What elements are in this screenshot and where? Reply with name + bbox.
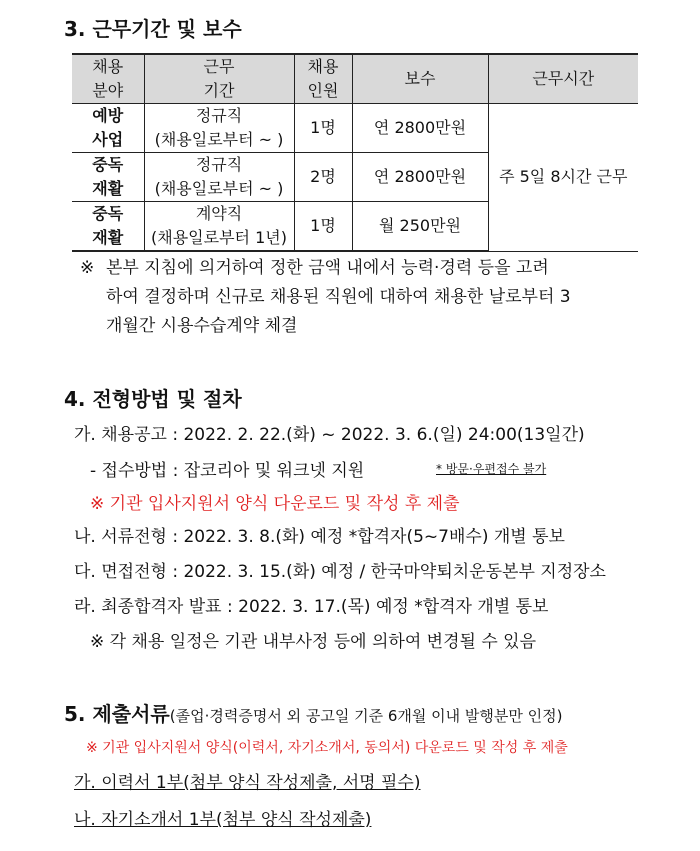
submission-red-note: ※ 기관 입사지원서 양식(이력서, 자기소개서, 동의서) 다운로드 및 작성 후 제출 [86,740,568,756]
row-pay: 연 2800만원 [352,153,488,202]
step-announcement: 가. 채용공고 : 2022. 2. 22.(화) ~ 2022. 3. 6.(일) 24:00(13일간) [74,425,585,445]
doc-resume: 가. 이력서 1부(첨부 양식 작성제출, 서명 필수) [74,773,421,793]
note-line: 개월간 시용수습계약 체결 [106,316,298,336]
download-notice: ※ 기관 입사지원서 양식 다운로드 및 작성 후 제출 [90,494,460,514]
row-period: 정규직 (채용일로부터 ~ ) [144,153,294,202]
header-pay: 보수 [352,54,488,104]
section-4-title: 4. 전형방법 및 절차 [64,387,242,411]
note-line: 하여 결정하며 신규로 채용된 직원에 대하여 채용한 날로부터 3 [106,287,571,307]
employment-table [72,53,638,252]
row-pay: 연 2800만원 [352,104,488,153]
step-receipt-method: - 접수방법 : 잡코리아 및 워크넷 지원 [90,461,365,481]
table-header-row [72,54,638,104]
header-hours: 근무시간 [488,54,638,104]
note-mark: ※ [80,258,95,278]
step-final-announcement: 라. 최종합격자 발표 : 2022. 3. 17.(목) 예정 *합격자 개별 통보 [74,597,549,617]
header-period: 근무 기간 [144,54,294,104]
row-count: 2명 [294,153,352,202]
section-5-title-note: (졸업·경력증명서 외 공고일 기준 6개월 이내 발행분만 인정) [169,707,563,725]
row-count: 1명 [294,104,352,153]
header-count: 채용 인원 [294,54,352,104]
row-pay: 월 250만원 [352,202,488,252]
row-field: 예방 사업 [72,104,144,153]
row-period: 계약직 (채용일로부터 1년) [144,202,294,252]
section-3-title: 3. 근무기간 및 보수 [64,17,242,41]
doc-cover-letter: 나. 자기소개서 1부(첨부 양식 작성제출) [74,810,372,830]
section-5-title: 5. 제출서류 [64,702,170,726]
note-line: 본부 지침에 의거하여 정한 금액 내에서 능력·경력 등을 고려 [106,258,549,278]
row-period: 정규직 (채용일로부터 ~ ) [144,104,294,153]
table-row [72,104,638,153]
work-schedule: 주 5일 8시간 근무 [488,104,638,252]
header-field: 채용 분야 [72,54,144,104]
section-5-header [64,698,562,727]
row-field: 중독 재활 [72,202,144,252]
row-field: 중독 재활 [72,153,144,202]
schedule-change-notice: ※ 각 채용 일정은 기관 내부사정 등에 의하여 변경될 수 있음 [90,632,536,652]
row-count: 1명 [294,202,352,252]
receipt-note: * 방문·우편접수 불가 [436,462,547,476]
step-document-review: 나. 서류전형 : 2022. 3. 8.(화) 예정 *합격자(5~7배수) 개별 통보 [74,527,565,547]
step-interview: 다. 면접전형 : 2022. 3. 15.(화) 예정 / 한국마약퇴치운동본부 지정장소 [74,562,606,582]
